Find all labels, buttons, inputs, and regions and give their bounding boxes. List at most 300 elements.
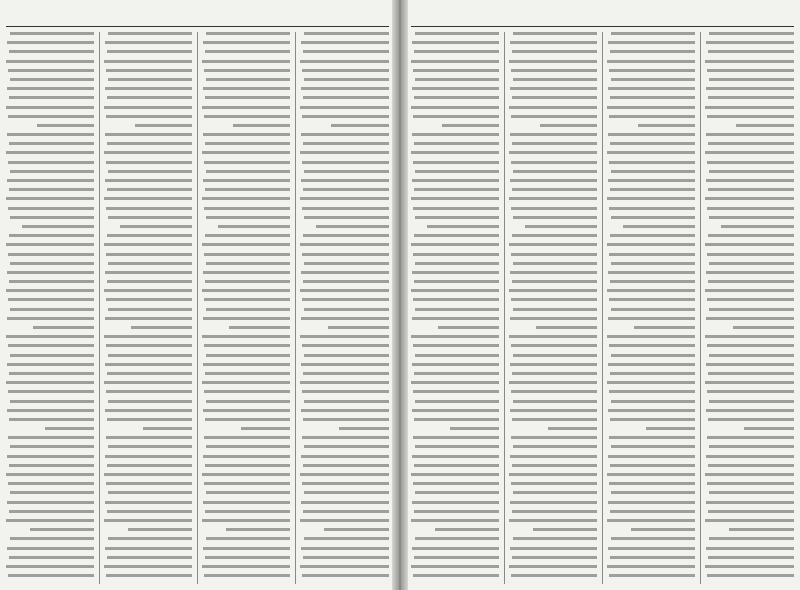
text-line-placeholder (7, 133, 94, 136)
text-line-placeholder (106, 344, 192, 347)
text-line-placeholder (611, 262, 695, 265)
text-line-placeholder (608, 179, 695, 182)
text-line-placeholder (204, 574, 290, 577)
text-line-placeholder (413, 253, 499, 256)
text-line-placeholder (300, 381, 389, 384)
text-line-placeholder (708, 280, 794, 283)
text-line-placeholder (203, 317, 290, 320)
text-line-placeholder (533, 528, 597, 531)
text-line-placeholder (204, 115, 290, 118)
text-line-placeholder (609, 115, 695, 118)
text-line-placeholder (104, 519, 192, 522)
text-line-placeholder (610, 372, 695, 375)
text-line-placeholder (706, 317, 794, 320)
text-line-placeholder (202, 473, 290, 476)
text-line-placeholder (412, 133, 499, 136)
text-line-placeholder (510, 363, 597, 366)
text-line-placeholder (8, 207, 94, 210)
text-line-placeholder (450, 427, 499, 430)
text-line-placeholder (6, 60, 94, 63)
text-line-placeholder (411, 519, 499, 522)
text-line-placeholder (608, 271, 695, 274)
text-line-placeholder (729, 528, 794, 531)
text-line-placeholder (301, 501, 389, 504)
text-line-placeholder (205, 510, 290, 513)
text-line-placeholder (631, 528, 695, 531)
text-line-placeholder (411, 335, 499, 338)
text-line-placeholder (105, 41, 192, 44)
text-line-placeholder (411, 381, 499, 384)
text-line-placeholder (105, 455, 192, 458)
text-line-placeholder (513, 445, 597, 448)
text-line-placeholder (6, 243, 94, 246)
text-line-placeholder (610, 556, 695, 559)
text-line-placeholder (511, 344, 597, 347)
text-line-placeholder (8, 574, 94, 577)
text-line-placeholder (412, 87, 499, 90)
text-line-placeholder (107, 418, 192, 421)
text-line-placeholder (512, 280, 597, 283)
text-line-placeholder (206, 262, 290, 265)
text-line-placeholder (413, 574, 499, 577)
text-line-placeholder (10, 308, 94, 311)
text-line-placeholder (415, 78, 499, 81)
text-line-placeholder (303, 96, 389, 99)
text-line-placeholder (611, 170, 695, 173)
text-line-placeholder (10, 262, 94, 265)
text-line-placeholder (304, 354, 389, 357)
text-line-placeholder (708, 510, 794, 513)
text-line-placeholder (205, 372, 290, 375)
text-line-placeholder (607, 381, 695, 384)
text-line-placeholder (105, 271, 192, 274)
text-line-placeholder (511, 69, 597, 72)
text-line-placeholder (300, 565, 389, 568)
text-line-placeholder (607, 60, 695, 63)
text-line-placeholder (301, 317, 389, 320)
text-line-placeholder (513, 400, 597, 403)
text-line-placeholder (105, 547, 192, 550)
text-line-placeholder (611, 354, 695, 357)
text-line-placeholder (707, 482, 794, 485)
text-line-placeholder (511, 298, 597, 301)
text-line-placeholder (10, 537, 94, 540)
text-line-placeholder (536, 326, 597, 329)
text-line-placeholder (442, 124, 499, 127)
text-line-placeholder (202, 60, 290, 63)
text-line-placeholder (709, 32, 794, 35)
text-line-placeholder (707, 344, 794, 347)
text-line-placeholder (6, 473, 94, 476)
text-line-placeholder (8, 161, 94, 164)
text-line-placeholder (10, 400, 94, 403)
text-line-placeholder (414, 510, 499, 513)
text-line-placeholder (303, 50, 389, 53)
text-line-placeholder (610, 142, 695, 145)
text-line-placeholder (509, 335, 597, 338)
right-column-3 (607, 32, 695, 584)
text-line-placeholder (107, 510, 192, 513)
right-column-rule-1 (504, 32, 505, 584)
text-line-placeholder (510, 317, 597, 320)
text-line-placeholder (106, 436, 192, 439)
text-line-placeholder (435, 528, 499, 531)
text-line-placeholder (324, 528, 389, 531)
text-line-placeholder (512, 372, 597, 375)
text-line-placeholder (229, 326, 290, 329)
text-line-placeholder (511, 253, 597, 256)
text-line-placeholder (512, 418, 597, 421)
text-line-placeholder (510, 41, 597, 44)
text-line-placeholder (10, 170, 94, 173)
text-line-placeholder (300, 151, 389, 154)
text-line-placeholder (609, 574, 695, 577)
text-line-placeholder (706, 455, 794, 458)
text-line-placeholder (303, 280, 389, 283)
text-line-placeholder (8, 69, 94, 72)
text-line-placeholder (233, 124, 290, 127)
text-line-placeholder (202, 381, 290, 384)
text-line-placeholder (304, 262, 389, 265)
text-line-placeholder (7, 179, 94, 182)
text-line-placeholder (108, 216, 192, 219)
text-line-placeholder (607, 473, 695, 476)
text-line-placeholder (203, 133, 290, 136)
text-line-placeholder (513, 354, 597, 357)
text-line-placeholder (609, 344, 695, 347)
text-line-placeholder (611, 32, 695, 35)
text-line-placeholder (609, 298, 695, 301)
right-column-rule-2 (602, 32, 603, 584)
text-line-placeholder (107, 372, 192, 375)
text-line-placeholder (6, 519, 94, 522)
text-line-placeholder (108, 32, 192, 35)
text-line-placeholder (206, 537, 290, 540)
text-line-placeholder (512, 50, 597, 53)
text-line-placeholder (104, 106, 192, 109)
text-line-placeholder (300, 243, 389, 246)
text-line-placeholder (611, 445, 695, 448)
text-line-placeholder (705, 381, 794, 384)
text-line-placeholder (300, 197, 389, 200)
text-line-placeholder (415, 354, 499, 357)
text-line-placeholder (202, 289, 290, 292)
text-line-placeholder (415, 32, 499, 35)
text-line-placeholder (709, 354, 794, 357)
text-line-placeholder (206, 32, 290, 35)
text-line-placeholder (706, 41, 794, 44)
text-line-placeholder (304, 537, 389, 540)
text-line-placeholder (646, 427, 695, 430)
text-line-placeholder (9, 188, 94, 191)
text-line-placeholder (205, 234, 290, 237)
text-line-placeholder (607, 335, 695, 338)
right-column-rule-3 (700, 32, 701, 584)
text-line-placeholder (301, 41, 389, 44)
text-line-placeholder (511, 390, 597, 393)
text-line-placeholder (513, 262, 597, 265)
text-line-placeholder (302, 344, 389, 347)
text-line-placeholder (7, 271, 94, 274)
text-line-placeholder (414, 50, 499, 53)
text-line-placeholder (203, 87, 290, 90)
text-line-placeholder (708, 142, 794, 145)
text-line-placeholder (30, 528, 94, 531)
text-line-placeholder (414, 234, 499, 237)
text-line-placeholder (513, 537, 597, 540)
text-line-placeholder (204, 253, 290, 256)
text-line-placeholder (107, 142, 192, 145)
text-line-placeholder (412, 271, 499, 274)
text-line-placeholder (705, 565, 794, 568)
text-line-placeholder (106, 161, 192, 164)
text-line-placeholder (104, 565, 192, 568)
text-line-placeholder (9, 510, 94, 513)
left-column-rule-1 (99, 32, 100, 584)
text-line-placeholder (609, 207, 695, 210)
left-page (0, 0, 395, 590)
text-line-placeholder (203, 41, 290, 44)
text-line-placeholder (6, 106, 94, 109)
text-line-placeholder (733, 326, 794, 329)
text-line-placeholder (203, 271, 290, 274)
text-line-placeholder (104, 335, 192, 338)
text-line-placeholder (413, 298, 499, 301)
text-line-placeholder (302, 436, 389, 439)
text-line-placeholder (708, 372, 794, 375)
text-line-placeholder (525, 225, 597, 228)
text-line-placeholder (513, 308, 597, 311)
text-line-placeholder (512, 510, 597, 513)
text-line-placeholder (510, 87, 597, 90)
text-line-placeholder (203, 455, 290, 458)
text-line-placeholder (708, 188, 794, 191)
text-line-placeholder (721, 225, 794, 228)
text-line-placeholder (300, 289, 389, 292)
text-line-placeholder (609, 69, 695, 72)
text-line-placeholder (204, 482, 290, 485)
text-line-placeholder (414, 188, 499, 191)
text-line-placeholder (6, 151, 94, 154)
text-line-placeholder (104, 473, 192, 476)
text-line-placeholder (411, 243, 499, 246)
text-line-placeholder (331, 124, 389, 127)
text-line-placeholder (206, 400, 290, 403)
text-line-placeholder (609, 482, 695, 485)
text-line-placeholder (509, 106, 597, 109)
text-line-placeholder (9, 142, 94, 145)
right-page-header (411, 4, 794, 27)
text-line-placeholder (412, 179, 499, 182)
text-line-placeholder (202, 519, 290, 522)
text-line-placeholder (414, 464, 499, 467)
text-line-placeholder (706, 179, 794, 182)
text-line-placeholder (204, 390, 290, 393)
text-line-placeholder (204, 161, 290, 164)
text-line-placeholder (412, 317, 499, 320)
text-line-placeholder (304, 445, 389, 448)
text-line-placeholder (301, 133, 389, 136)
text-line-placeholder (9, 372, 94, 375)
text-line-placeholder (608, 87, 695, 90)
text-line-placeholder (107, 96, 192, 99)
text-line-placeholder (411, 60, 499, 63)
text-line-placeholder (104, 197, 192, 200)
text-line-placeholder (708, 556, 794, 559)
text-line-placeholder (120, 225, 192, 228)
text-line-placeholder (705, 197, 794, 200)
text-line-placeholder (638, 124, 695, 127)
text-line-placeholder (108, 537, 192, 540)
text-line-placeholder (413, 436, 499, 439)
text-line-placeholder (106, 115, 192, 118)
text-line-placeholder (413, 207, 499, 210)
text-line-placeholder (412, 363, 499, 366)
text-line-placeholder (203, 409, 290, 412)
text-line-placeholder (10, 491, 94, 494)
text-line-placeholder (300, 335, 389, 338)
text-line-placeholder (512, 556, 597, 559)
text-line-placeholder (8, 344, 94, 347)
text-line-placeholder (9, 50, 94, 53)
text-line-placeholder (107, 50, 192, 53)
text-line-placeholder (607, 106, 695, 109)
text-line-placeholder (7, 317, 94, 320)
text-line-placeholder (206, 78, 290, 81)
text-line-placeholder (607, 243, 695, 246)
text-line-placeholder (206, 491, 290, 494)
text-line-placeholder (300, 60, 389, 63)
text-line-placeholder (611, 78, 695, 81)
text-line-placeholder (143, 427, 192, 430)
text-line-placeholder (303, 556, 389, 559)
text-line-placeholder (218, 225, 290, 228)
text-line-placeholder (6, 197, 94, 200)
text-line-placeholder (511, 574, 597, 577)
text-line-placeholder (707, 161, 794, 164)
text-line-placeholder (108, 445, 192, 448)
text-line-placeholder (414, 556, 499, 559)
text-line-placeholder (511, 161, 597, 164)
text-line-placeholder (241, 427, 290, 430)
text-line-placeholder (205, 280, 290, 283)
text-line-placeholder (706, 501, 794, 504)
text-line-placeholder (204, 344, 290, 347)
text-line-placeholder (7, 41, 94, 44)
text-line-placeholder (302, 253, 389, 256)
text-line-placeholder (105, 501, 192, 504)
text-line-placeholder (7, 547, 94, 550)
text-line-placeholder (413, 390, 499, 393)
text-line-placeholder (513, 170, 597, 173)
text-line-placeholder (705, 335, 794, 338)
text-line-placeholder (411, 151, 499, 154)
text-line-placeholder (413, 344, 499, 347)
text-line-placeholder (105, 409, 192, 412)
text-line-placeholder (6, 381, 94, 384)
text-line-placeholder (414, 96, 499, 99)
text-line-placeholder (413, 161, 499, 164)
text-line-placeholder (304, 491, 389, 494)
text-line-placeholder (707, 115, 794, 118)
text-line-placeholder (202, 197, 290, 200)
text-line-placeholder (705, 289, 794, 292)
text-line-placeholder (610, 234, 695, 237)
text-line-placeholder (609, 390, 695, 393)
text-line-placeholder (414, 142, 499, 145)
text-line-placeholder (202, 335, 290, 338)
text-line-placeholder (414, 372, 499, 375)
text-line-placeholder (511, 482, 597, 485)
text-line-placeholder (303, 372, 389, 375)
text-line-placeholder (608, 41, 695, 44)
text-line-placeholder (509, 60, 597, 63)
text-line-placeholder (707, 253, 794, 256)
text-line-placeholder (609, 253, 695, 256)
text-line-placeholder (302, 161, 389, 164)
text-line-placeholder (301, 409, 389, 412)
text-line-placeholder (107, 188, 192, 191)
text-line-placeholder (705, 243, 794, 246)
text-line-placeholder (10, 445, 94, 448)
text-line-placeholder (548, 427, 597, 430)
text-line-placeholder (705, 519, 794, 522)
text-line-placeholder (707, 574, 794, 577)
text-line-placeholder (412, 547, 499, 550)
text-line-placeholder (301, 455, 389, 458)
text-line-placeholder (10, 354, 94, 357)
left-page-header (6, 4, 389, 27)
text-line-placeholder (708, 464, 794, 467)
text-line-placeholder (611, 491, 695, 494)
text-line-placeholder (304, 308, 389, 311)
text-line-placeholder (513, 216, 597, 219)
text-line-placeholder (105, 317, 192, 320)
text-line-placeholder (415, 491, 499, 494)
text-line-placeholder (415, 537, 499, 540)
text-line-placeholder (412, 409, 499, 412)
text-line-placeholder (512, 142, 597, 145)
text-line-placeholder (10, 216, 94, 219)
text-line-placeholder (414, 418, 499, 421)
text-line-placeholder (607, 197, 695, 200)
text-line-placeholder (104, 289, 192, 292)
text-line-placeholder (9, 280, 94, 283)
text-line-placeholder (413, 482, 499, 485)
text-line-placeholder (707, 207, 794, 210)
text-line-placeholder (512, 464, 597, 467)
text-line-placeholder (8, 253, 94, 256)
text-line-placeholder (128, 528, 192, 531)
text-line-placeholder (705, 60, 794, 63)
text-line-placeholder (415, 400, 499, 403)
text-line-placeholder (709, 537, 794, 540)
text-line-placeholder (302, 207, 389, 210)
text-line-placeholder (7, 363, 94, 366)
text-line-placeholder (303, 418, 389, 421)
text-line-placeholder (709, 170, 794, 173)
text-line-placeholder (412, 41, 499, 44)
text-line-placeholder (608, 547, 695, 550)
text-line-placeholder (303, 142, 389, 145)
text-line-placeholder (303, 464, 389, 467)
text-line-placeholder (413, 69, 499, 72)
text-line-placeholder (608, 409, 695, 412)
text-line-placeholder (709, 308, 794, 311)
text-line-placeholder (608, 501, 695, 504)
text-line-placeholder (300, 519, 389, 522)
text-line-placeholder (709, 491, 794, 494)
